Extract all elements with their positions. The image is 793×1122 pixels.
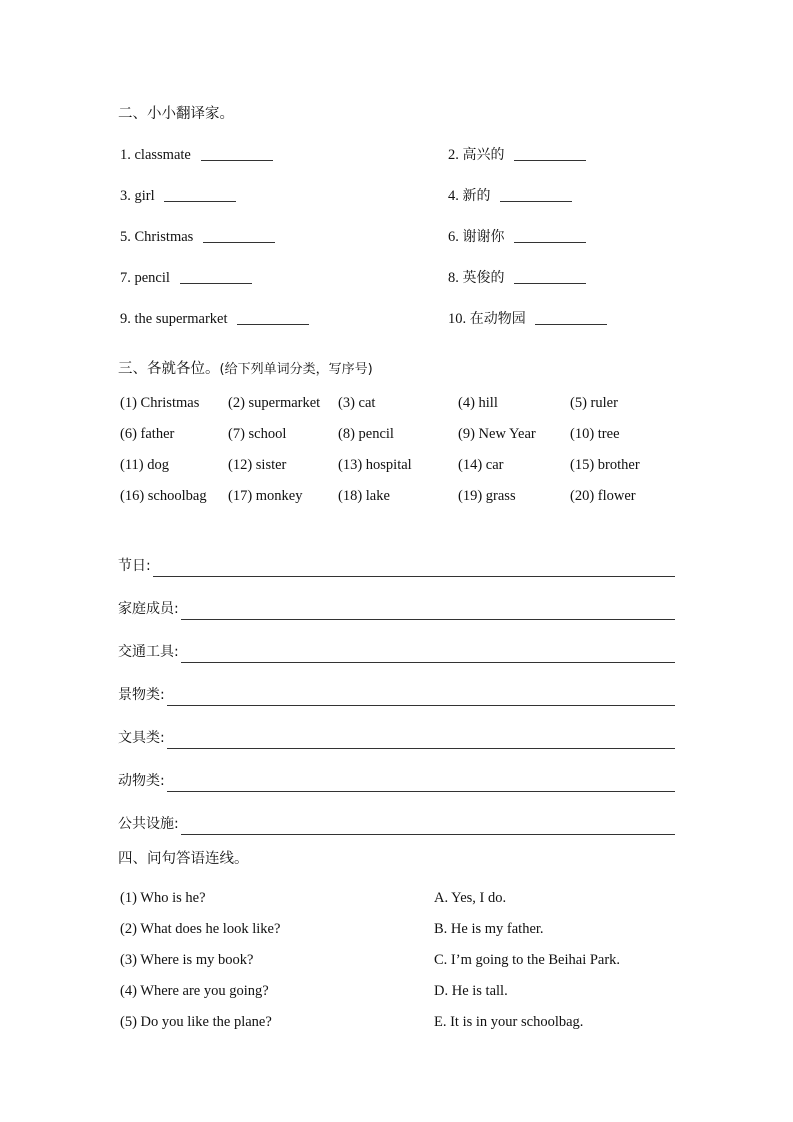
matching-row [118,951,675,982]
item-text: 英俊的 [462,270,505,286]
section-number-translate: 二、 [118,106,147,122]
word-bank-item: (9) New Year [458,426,536,442]
matching-answer[interactable]: C. I’m going to the Beihai Park. [434,952,621,968]
category-label: 文具类: [118,730,165,746]
category-answer-line[interactable] [181,604,675,620]
translate-list [118,146,675,351]
item-text: 新的 [462,188,491,204]
category-answer-line[interactable] [181,647,675,663]
matching-answer[interactable]: D. He is tall. [434,983,508,999]
translate-row [118,310,675,351]
answer-blank[interactable] [203,230,275,243]
matching-question[interactable]: (4) Where are you going? [120,983,269,999]
translate-row [118,146,675,187]
section-title-translate: 小小翻译家。 [147,106,234,122]
category-answer-line[interactable] [153,561,675,577]
translate-item [448,228,586,246]
translate-item [120,187,236,205]
answer-blank[interactable] [237,312,309,325]
word-bank [118,394,675,518]
matching-question[interactable]: (1) Who is he? [120,890,206,906]
word-bank-row [118,487,675,518]
category-row [118,620,675,663]
section-number-matching: 四、 [118,851,147,867]
word-bank-item: (7) school [228,426,287,442]
word-bank-row [118,394,675,425]
item-number: 9. [120,311,131,327]
translate-item [120,228,275,246]
section-heading-translate [118,104,675,124]
word-bank-item: (4) hill [458,395,498,411]
section-heading-matching [118,849,675,869]
matching-row [118,920,675,951]
answer-blank[interactable] [164,189,236,202]
item-number: 3. [120,188,131,204]
word-bank-item: (2) supermarket [228,395,321,411]
matching-question[interactable]: (5) Do you like the plane? [120,1014,272,1030]
answer-blank[interactable] [201,148,273,161]
word-bank-item: (6) father [120,426,175,442]
translate-row [118,228,675,269]
category-label: 动物类: [118,773,165,789]
answer-blank[interactable] [514,230,586,243]
category-answer-line[interactable] [181,819,675,835]
matching-row [118,982,675,1013]
item-text: the supermarket [134,311,228,327]
category-row [118,534,675,577]
item-number: 4. [448,188,459,204]
section-number-classify: 三、 [118,361,147,377]
translate-item [120,269,252,287]
matching-question[interactable]: (3) Where is my book? [120,952,254,968]
item-number: 5. [120,229,131,245]
word-bank-item: (12) sister [228,457,287,473]
spacer [118,835,675,849]
translate-item [448,310,607,328]
word-bank-item: (5) ruler [570,395,618,411]
word-bank-item: (1) Christmas [120,395,200,411]
category-answer-line[interactable] [167,776,675,792]
category-label: 交通工具: [118,644,179,660]
section-title-classify: 各就各位。 [147,361,220,377]
category-answer-line[interactable] [167,690,675,706]
word-bank-item: (17) monkey [228,488,303,504]
answer-blank[interactable] [180,271,252,284]
item-text: girl [134,188,155,204]
matching-answer[interactable]: E. It is in your schoolbag. [434,1014,584,1030]
item-number: 10. [448,311,467,327]
matching-list [118,889,675,1044]
word-bank-item: (3) cat [338,395,376,411]
category-row [118,792,675,835]
item-text: Christmas [134,229,194,245]
category-label: 家庭成员: [118,601,179,617]
item-number: 2. [448,147,459,163]
answer-blank[interactable] [535,312,607,325]
word-bank-item: (14) car [458,457,504,473]
word-bank-item: (11) dog [120,457,169,473]
item-number: 7. [120,270,131,286]
translate-item [448,187,572,205]
translate-row [118,187,675,228]
matching-question[interactable]: (2) What does he look like? [120,921,281,937]
item-text: 高兴的 [462,147,505,163]
word-bank-item: (13) hospital [338,457,412,473]
translate-item [120,146,273,164]
answer-blank[interactable] [500,189,572,202]
word-bank-item: (19) grass [458,488,516,504]
spacer [118,351,675,359]
matching-row [118,1013,675,1044]
matching-row [118,889,675,920]
category-row [118,706,675,749]
section-heading-classify [118,359,675,380]
matching-answer[interactable]: B. He is my father. [434,921,544,937]
word-bank-item: (18) lake [338,488,390,504]
item-text: 在动物园 [469,311,526,327]
word-bank-item: (20) flower [570,488,636,504]
category-answer-line[interactable] [167,733,675,749]
translate-row [118,269,675,310]
word-bank-row [118,425,675,456]
word-bank-row [118,456,675,487]
word-bank-item: (8) pencil [338,426,394,442]
category-row [118,663,675,706]
item-text: classmate [134,147,191,163]
category-row [118,749,675,792]
translate-item [448,146,586,164]
page-content [118,104,675,1044]
word-bank-item: (10) tree [570,426,620,442]
item-number: 6. [448,229,459,245]
category-row [118,577,675,620]
item-text: pencil [134,270,170,286]
category-label: 节日: [118,558,151,574]
answer-blank[interactable] [514,271,586,284]
translate-item [120,310,309,328]
category-answer-lines [118,534,675,835]
section-title-matching: 问句答语连线。 [147,851,249,867]
translate-item [448,269,586,287]
matching-answer[interactable]: A. Yes, I do. [434,890,507,906]
item-text: 谢谢你 [462,229,505,245]
section-note-classify: (给下列单词分类，写序号) [219,362,373,377]
word-bank-item: (15) brother [570,457,640,473]
item-number: 1. [120,147,131,163]
category-label: 公共设施: [118,816,179,832]
category-label: 景物类: [118,687,165,703]
answer-blank[interactable] [514,148,586,161]
item-number: 8. [448,270,459,286]
word-bank-item: (16) schoolbag [120,488,207,504]
